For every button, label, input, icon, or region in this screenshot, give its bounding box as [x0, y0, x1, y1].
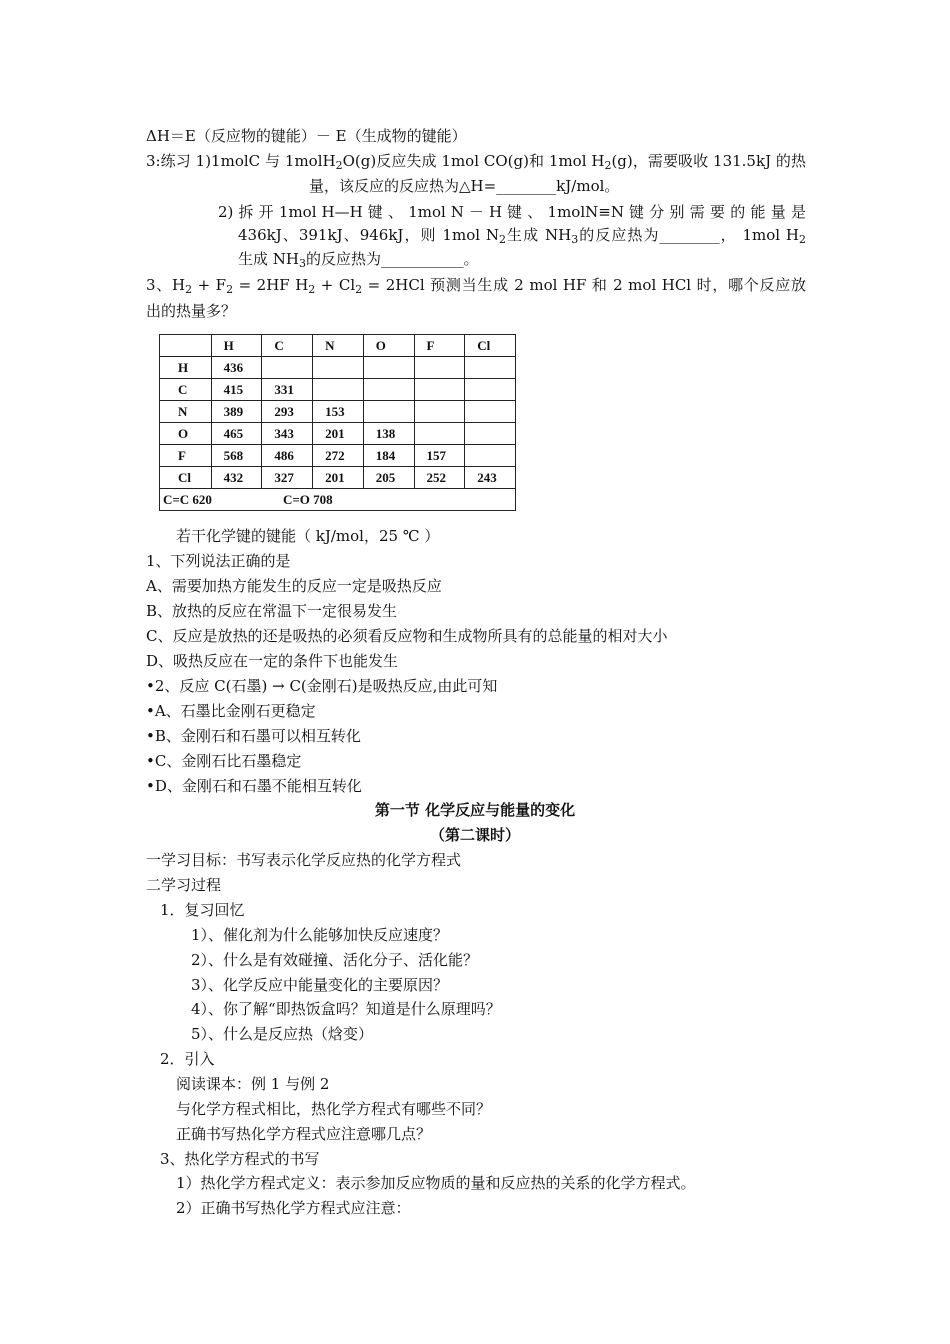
table-cell: 293	[262, 401, 313, 423]
learning-goal: 一学习目标：书写表示化学反应热的化学方程式	[146, 851, 462, 869]
table-cell: 205	[363, 467, 414, 489]
table-cell	[465, 379, 516, 401]
table-cell: 486	[262, 445, 313, 467]
question-1-option-d: D、吸热反应在一定的条件下也能发生	[146, 652, 399, 670]
table-cell: 343	[262, 423, 313, 445]
intro-item: 阅读课本：例 1 与例 2	[176, 1075, 330, 1093]
table-cell	[414, 401, 465, 423]
table-cell: 138	[363, 423, 414, 445]
table-caption: 若干化学键的键能（ kJ/mol，25 ℃ ）	[176, 527, 440, 545]
table-cell: 568	[211, 445, 262, 467]
write-title: 3、热化学方程式的书写	[160, 1150, 320, 1168]
question-2-option-a: •A、石墨比金刚石更稳定	[146, 702, 316, 720]
table-cell	[414, 423, 465, 445]
table-row	[160, 357, 516, 379]
table-cell	[465, 401, 516, 423]
table-header-cell: F	[414, 335, 465, 357]
table-row	[160, 445, 516, 467]
table-cell	[465, 357, 516, 379]
table-header-cell: H	[211, 335, 262, 357]
exercise-2-line-2: 436kJ、391kJ、946kJ，则 1mol $N_2$生成 $NH_3$的反应热为________， 1mol $H_2$	[238, 226, 806, 246]
learning-process: 二学习过程	[146, 876, 222, 894]
intro-item: 正确书写热化学方程式应注意哪几点？	[176, 1125, 432, 1143]
exercise-1-line-2: 量，该反应的反应热为△H=________kJ/mol。	[309, 177, 620, 195]
table-cell: 415	[211, 379, 262, 401]
question-2-stem: •2、反应 C(石墨) → C(金刚石)是吸热反应,由此可知	[146, 677, 498, 695]
table-cell: 465	[211, 423, 262, 445]
table-header-cell	[160, 335, 212, 357]
table-row	[160, 401, 516, 423]
question-2-option-b: •B、金刚石和石墨可以相互转化	[146, 727, 361, 745]
question-1-stem: 1、下列说法正确的是	[146, 552, 291, 570]
table-cell: 201	[313, 467, 364, 489]
table-cell	[363, 357, 414, 379]
bond-energy-table	[159, 334, 516, 511]
table-cell: 436	[211, 357, 262, 379]
question-3-line-1: 3、$H_2 + F_2 = 2HF$ $H_2 + Cl_2 = 2HCl$ 预测当生成 2 mol HF 和 2 mol HCl 时，哪个反应放	[146, 276, 807, 296]
table-footer	[160, 489, 516, 511]
table-header-cell: Cl	[465, 335, 516, 357]
exercise-2-line-3: 生成 $NH_3$的反应热为___________。	[238, 250, 479, 270]
question-2-option-c: •C、金刚石比石墨稳定	[146, 752, 302, 770]
table-cell: N	[160, 401, 212, 423]
review-title: 1．复习回忆	[160, 901, 245, 919]
table-cell	[465, 445, 516, 467]
table-cell: 252	[414, 467, 465, 489]
table-cell: F	[160, 445, 212, 467]
table-cell: 153	[313, 401, 364, 423]
review-item: 5）、什么是反应热（焓变）	[191, 1025, 374, 1043]
intro-title: 2．引入	[160, 1050, 215, 1068]
dh-formula: ΔH＝E（反应物的键能）－ E（生成物的键能）	[146, 127, 467, 145]
table-cell: 389	[211, 401, 262, 423]
table-cell	[363, 379, 414, 401]
table-header-row	[160, 335, 516, 357]
table-cell: 157	[414, 445, 465, 467]
exercise-2-line-1: 2) 拆 开 1mol H—H 键 、 1mol N － H 键 、 1molN≡N 键 分 别 需 要 的 能 量 是	[218, 203, 806, 221]
table-cell	[363, 401, 414, 423]
write-item: 2）正确书写热化学方程式应注意：	[176, 1199, 411, 1217]
table-cell: O	[160, 423, 212, 445]
table-cell: Cl	[160, 467, 212, 489]
table-cell	[414, 357, 465, 379]
question-1-option-b: B、放热的反应在常温下一定很易发生	[146, 602, 398, 620]
question-1-option-a: A、需要加热方能发生的反应一定是吸热反应	[146, 577, 442, 595]
section-title: 第一节 化学反应与能量的变化	[374, 801, 576, 819]
table-cell	[465, 423, 516, 445]
section-subtitle: （第二课时）	[429, 826, 520, 844]
table-cell: 184	[363, 445, 414, 467]
table-cell: 327	[262, 467, 313, 489]
table-cell: H	[160, 357, 212, 379]
table-row	[160, 379, 516, 401]
table-row	[160, 467, 516, 489]
review-item: 3）、化学反应中能量变化的主要原因？	[191, 976, 449, 994]
table-cell: 243	[465, 467, 516, 489]
write-item: 1）热化学方程式定义：表示参加反应物质的量和反应热的关系的化学方程式。	[176, 1174, 696, 1192]
question-1-option-c: C、反应是放热的还是吸热的必须看反应物和生成物所具有的总能量的相对大小	[146, 627, 668, 645]
table-cell: 331	[262, 379, 313, 401]
exercise-1-line-1: 3:练习 1)1molC 与 1molH$_2$O(g)反应失成 1mol CO(g)和 1mol $H_2(g)$，需要吸收 131.5kJ 的热	[146, 152, 807, 172]
table-cell	[262, 357, 313, 379]
table-header-cell: C	[262, 335, 313, 357]
review-item: 1）、催化剂为什么能够加快反应速度？	[191, 926, 449, 944]
table-cell: 272	[313, 445, 364, 467]
intro-item: 与化学方程式相比，热化学方程式有哪些不同？	[176, 1100, 492, 1118]
question-3-line-2: 出的热量多？	[146, 302, 237, 320]
question-2-option-d: •D、金刚石和石墨不能相互转化	[146, 777, 362, 795]
table-header-cell: N	[313, 335, 364, 357]
table-cell: 432	[211, 467, 262, 489]
table-cell: 201	[313, 423, 364, 445]
table-cell	[313, 379, 364, 401]
double-bond-co: C=O 708	[283, 491, 333, 507]
table-row	[160, 423, 516, 445]
review-item: 2）、什么是有效碰撞、活化分子、活化能？	[191, 951, 479, 969]
table-cell: C	[160, 379, 212, 401]
table-footer-row	[160, 489, 516, 511]
double-bond-cc: C=C 620	[163, 491, 212, 507]
table-header-cell: O	[363, 335, 414, 357]
table-cell	[414, 379, 465, 401]
table-cell	[313, 357, 364, 379]
review-item: 4）、你了解“即热饭盒吗？知道是什么原理吗？	[191, 1000, 501, 1018]
